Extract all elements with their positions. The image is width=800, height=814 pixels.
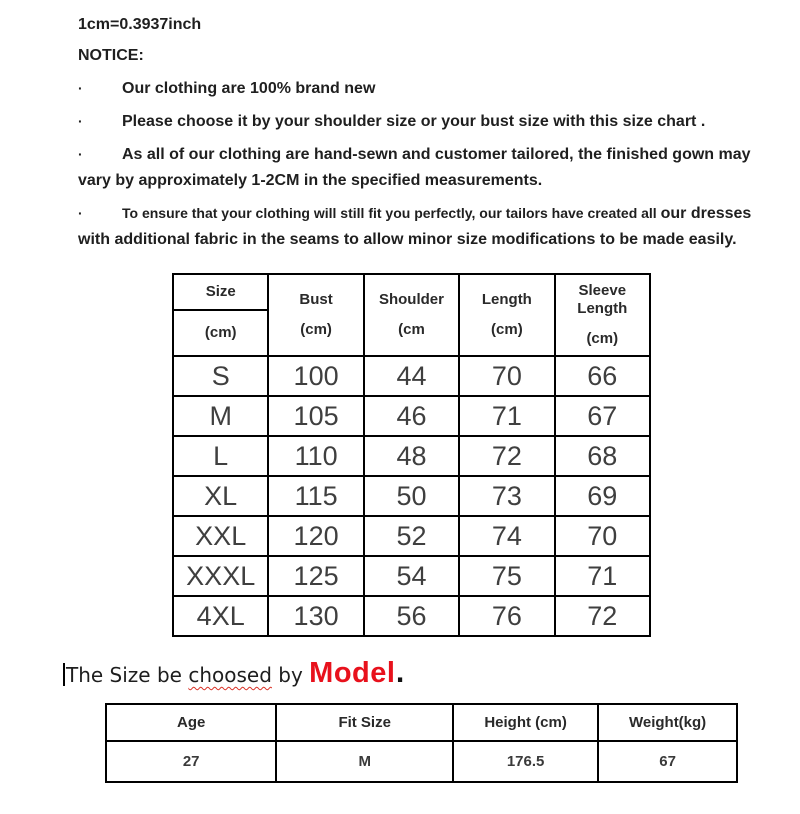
shoulder-header-unit: (cm: [398, 321, 425, 338]
weight-cell: 67: [598, 741, 737, 782]
sleeve-length-column-header: [555, 274, 650, 356]
size-cell: XXXL: [173, 556, 268, 596]
table-row: [106, 741, 737, 782]
size-chart-header: [173, 274, 650, 356]
notice-bullet-list: [78, 75, 778, 253]
height-cell: 176.5: [453, 741, 598, 782]
table-row: [173, 476, 650, 516]
fit-size-cell: M: [276, 741, 453, 782]
shoulder-header-label: Shoulder: [378, 291, 444, 308]
size-chart-table: [172, 273, 651, 637]
table-row: [173, 516, 650, 556]
caption-model-highlight: Model: [309, 657, 396, 689]
sleeve-cell: 72: [555, 596, 650, 636]
sleeve-cell: 71: [555, 556, 650, 596]
shoulder-cell: 48: [364, 436, 459, 476]
length-cell: 71: [459, 396, 554, 436]
size-cell: XL: [173, 476, 268, 516]
sleeve-cell: 67: [555, 396, 650, 436]
length-cell: 70: [459, 356, 554, 396]
cm-inch-conversion-note: 1cm=0.3937inch: [78, 16, 202, 33]
sleeve-cell: 66: [555, 356, 650, 396]
shoulder-cell: 46: [364, 396, 459, 436]
length-cell: 74: [459, 516, 554, 556]
model-info-body: [106, 741, 737, 782]
sleeve-header-unit: (cm): [586, 330, 619, 347]
bullet-text-small: To ensure that your clothing will still fit you perfectly, our tailors have created all: [122, 205, 661, 221]
bust-cell: 100: [268, 356, 363, 396]
notice-bullet-brand-new: [78, 75, 778, 102]
bust-column-header: [268, 274, 363, 356]
table-row: [173, 356, 650, 396]
bullet-dot: ·: [78, 113, 83, 129]
caption-period: .: [395, 660, 405, 688]
shoulder-column-header: [364, 274, 459, 356]
size-chart-body: [173, 356, 650, 636]
caption-misspelled-word: choosed: [188, 663, 272, 687]
fit-size-column-header: Fit Size: [276, 704, 453, 741]
bullet-text: Please choose it by your shoulder size or your bust size with this size chart .: [122, 113, 706, 130]
caption-connector: by: [271, 663, 310, 687]
table-header-row: [106, 704, 737, 741]
model-info-header: [106, 704, 737, 741]
bust-cell: 120: [268, 516, 363, 556]
size-cell: S: [173, 356, 268, 396]
size-column-unit: (cm): [173, 310, 268, 356]
bullet-text: As all of our clothing are hand-sewn and customer tailored, the finished gown may vary by approximately 1-2CM in the specified measurements.: [78, 146, 751, 189]
bust-header-label: Bust: [299, 291, 333, 308]
bullet-dot: ·: [78, 205, 83, 221]
notice-heading: NOTICE:: [78, 47, 144, 64]
shoulder-cell: 52: [364, 516, 459, 556]
table-row: [173, 396, 650, 436]
bullet-text: Our clothing are 100% brand new: [122, 80, 376, 97]
bust-cell: 115: [268, 476, 363, 516]
size-cell: L: [173, 436, 268, 476]
weight-column-header: Weight(kg): [598, 704, 737, 741]
size-cell: M: [173, 396, 268, 436]
bullet-dot: ·: [78, 80, 83, 96]
age-cell: 27: [106, 741, 276, 782]
table-header-row: [173, 274, 650, 310]
model-info-table: [105, 703, 738, 783]
notice-bullet-hand-sewn: [78, 141, 778, 194]
table-row: [173, 436, 650, 476]
table-row: [173, 596, 650, 636]
bust-cell: 105: [268, 396, 363, 436]
size-column-header: Size: [173, 274, 268, 310]
caption-prefix: The Size be: [66, 663, 189, 687]
shoulder-cell: 56: [364, 596, 459, 636]
notice-bullet-choose-size: [78, 108, 778, 135]
sleeve-cell: 69: [555, 476, 650, 516]
size-cell: XXL: [173, 516, 268, 556]
sleeve-header-label: Sleeve Length: [577, 282, 628, 317]
length-column-header: [459, 274, 554, 356]
shoulder-cell: 54: [364, 556, 459, 596]
table-row: [173, 556, 650, 596]
length-cell: 76: [459, 596, 554, 636]
length-cell: 75: [459, 556, 554, 596]
model-size-caption: [63, 655, 800, 693]
bust-cell: 130: [268, 596, 363, 636]
bullet-text-large: our dresses with additional fabric in the seams to allow minor size modifications to be made easily.: [78, 205, 752, 248]
sleeve-cell: 68: [555, 436, 650, 476]
bullet-dot: ·: [78, 146, 83, 162]
shoulder-cell: 50: [364, 476, 459, 516]
text-cursor: [63, 663, 65, 686]
shoulder-cell: 44: [364, 356, 459, 396]
length-cell: 73: [459, 476, 554, 516]
sleeve-cell: 70: [555, 516, 650, 556]
length-header-unit: (cm): [491, 321, 523, 338]
bust-header-unit: (cm): [300, 321, 332, 338]
size-cell: 4XL: [173, 596, 268, 636]
bust-cell: 125: [268, 556, 363, 596]
bust-cell: 110: [268, 436, 363, 476]
height-column-header: Height (cm): [453, 704, 598, 741]
age-column-header: Age: [106, 704, 276, 741]
notice-bullet-extra-fabric: [78, 200, 778, 253]
length-cell: 72: [459, 436, 554, 476]
length-header-label: Length: [481, 291, 532, 308]
